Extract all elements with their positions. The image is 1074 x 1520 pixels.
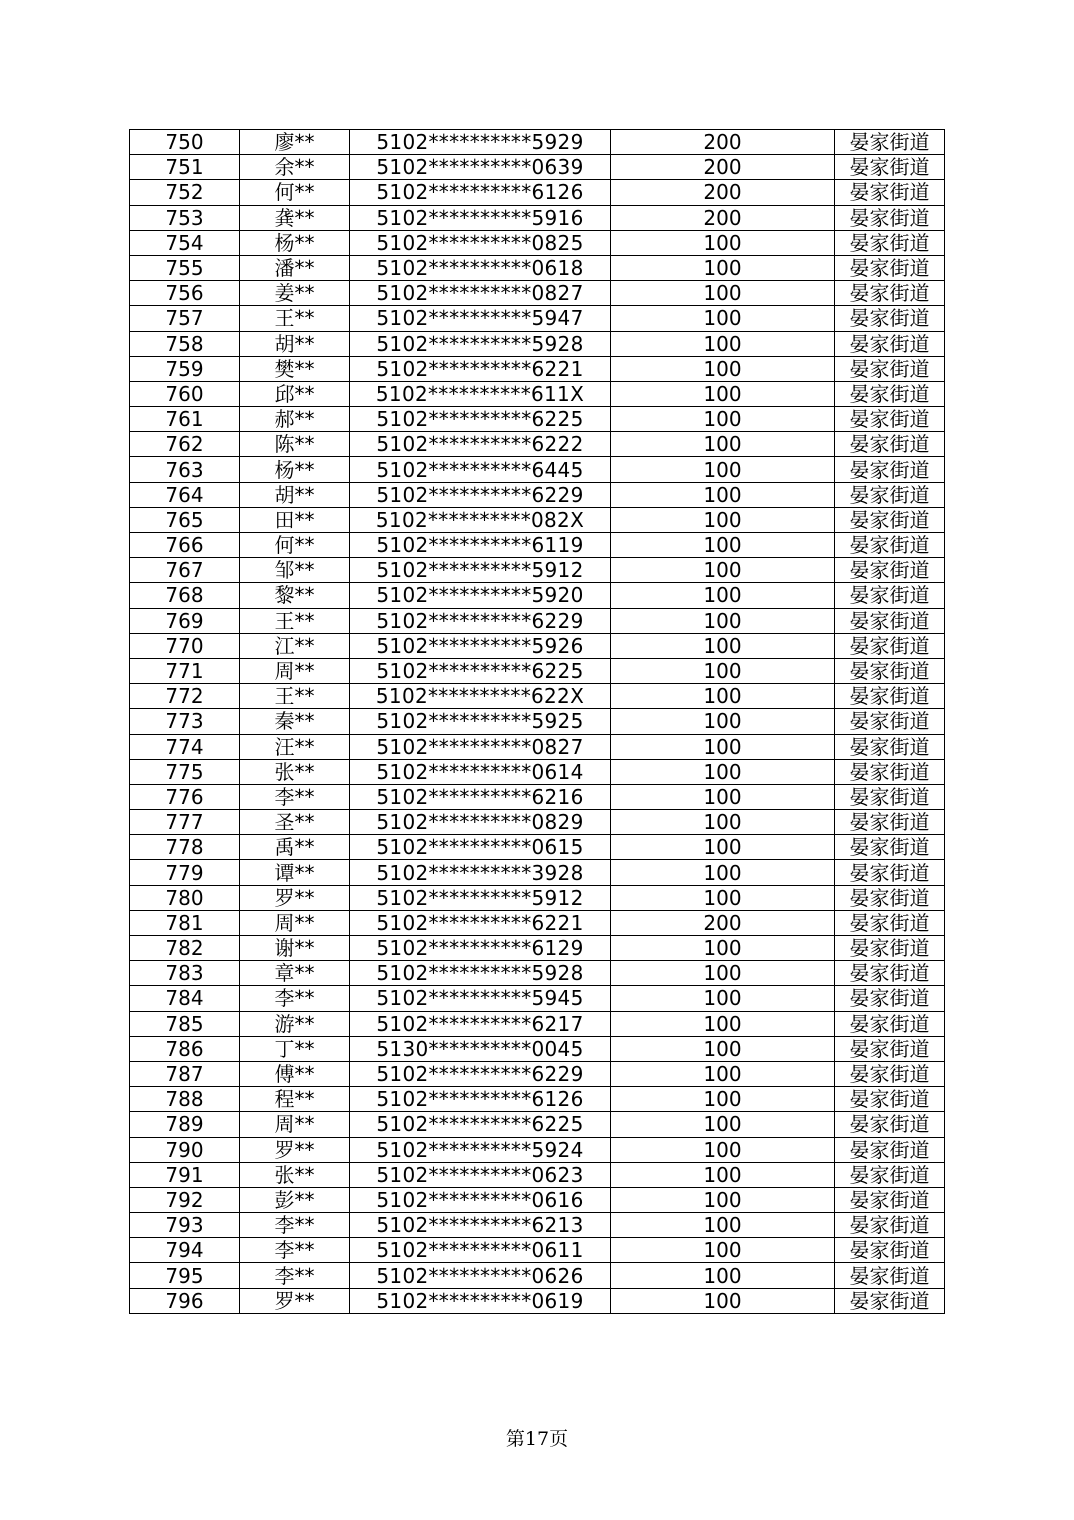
row-number-cell: 786 <box>130 1036 240 1061</box>
street-cell: 晏家街道 <box>835 306 945 331</box>
table-row <box>130 1137 945 1162</box>
table-row <box>130 533 945 558</box>
row-number-cell: 756 <box>130 281 240 306</box>
table-row <box>130 558 945 583</box>
table-row <box>130 1061 945 1086</box>
id-number-cell: 5102**********6221 <box>350 356 611 381</box>
id-number-cell: 5102**********6225 <box>350 658 611 683</box>
amount-cell: 100 <box>611 608 835 633</box>
row-number-cell: 769 <box>130 608 240 633</box>
id-number-cell: 5102**********0618 <box>350 255 611 280</box>
row-number-cell: 785 <box>130 1011 240 1036</box>
name-cell: 傅** <box>240 1061 350 1086</box>
amount-cell: 100 <box>611 407 835 432</box>
name-cell: 罗** <box>240 1288 350 1313</box>
row-number-cell: 794 <box>130 1238 240 1263</box>
name-cell: 罗** <box>240 885 350 910</box>
street-cell: 晏家街道 <box>835 533 945 558</box>
row-number-cell: 750 <box>130 130 240 155</box>
name-cell: 王** <box>240 306 350 331</box>
table-row <box>130 759 945 784</box>
id-number-cell: 5102**********5916 <box>350 205 611 230</box>
street-cell: 晏家街道 <box>835 130 945 155</box>
table-row <box>130 633 945 658</box>
table-body <box>130 130 945 1314</box>
street-cell: 晏家街道 <box>835 230 945 255</box>
amount-cell: 100 <box>611 1036 835 1061</box>
street-cell: 晏家街道 <box>835 482 945 507</box>
street-cell: 晏家街道 <box>835 1087 945 1112</box>
amount-cell: 100 <box>611 558 835 583</box>
id-number-cell: 5102**********0616 <box>350 1187 611 1212</box>
table-row <box>130 1087 945 1112</box>
row-number-cell: 755 <box>130 255 240 280</box>
table-row <box>130 734 945 759</box>
street-cell: 晏家街道 <box>835 1187 945 1212</box>
row-number-cell: 761 <box>130 407 240 432</box>
amount-cell: 100 <box>611 658 835 683</box>
amount-cell: 100 <box>611 1011 835 1036</box>
street-cell: 晏家街道 <box>835 835 945 860</box>
row-number-cell: 775 <box>130 759 240 784</box>
name-cell: 胡** <box>240 331 350 356</box>
id-number-cell: 5102**********6225 <box>350 407 611 432</box>
name-cell: 何** <box>240 180 350 205</box>
name-cell: 圣** <box>240 810 350 835</box>
table-row <box>130 1263 945 1288</box>
id-number-cell: 5102**********622X <box>350 684 611 709</box>
name-cell: 邹** <box>240 558 350 583</box>
row-number-cell: 759 <box>130 356 240 381</box>
table-row <box>130 885 945 910</box>
row-number-cell: 791 <box>130 1162 240 1187</box>
amount-cell: 200 <box>611 155 835 180</box>
street-cell: 晏家街道 <box>835 860 945 885</box>
street-cell: 晏家街道 <box>835 784 945 809</box>
name-cell: 游** <box>240 1011 350 1036</box>
table-row <box>130 281 945 306</box>
amount-cell: 100 <box>611 709 835 734</box>
row-number-cell: 758 <box>130 331 240 356</box>
name-cell: 程** <box>240 1087 350 1112</box>
amount-cell: 100 <box>611 533 835 558</box>
name-cell: 禹** <box>240 835 350 860</box>
row-number-cell: 768 <box>130 583 240 608</box>
name-cell: 廖** <box>240 130 350 155</box>
street-cell: 晏家街道 <box>835 961 945 986</box>
table-row <box>130 1288 945 1313</box>
street-cell: 晏家街道 <box>835 558 945 583</box>
row-number-cell: 788 <box>130 1087 240 1112</box>
table-row <box>130 507 945 532</box>
id-number-cell: 5102**********0623 <box>350 1162 611 1187</box>
name-cell: 王** <box>240 684 350 709</box>
row-number-cell: 752 <box>130 180 240 205</box>
table-row <box>130 457 945 482</box>
name-cell: 黎** <box>240 583 350 608</box>
street-cell: 晏家街道 <box>835 1213 945 1238</box>
street-cell: 晏家街道 <box>835 457 945 482</box>
street-cell: 晏家街道 <box>835 910 945 935</box>
row-number-cell: 796 <box>130 1288 240 1313</box>
row-number-cell: 770 <box>130 633 240 658</box>
page-number: 第17页 <box>505 1428 569 1450</box>
row-number-cell: 782 <box>130 936 240 961</box>
id-number-cell: 5102**********6216 <box>350 784 611 809</box>
row-number-cell: 787 <box>130 1061 240 1086</box>
id-number-cell: 5102**********082X <box>350 507 611 532</box>
amount-cell: 100 <box>611 432 835 457</box>
table-row <box>130 130 945 155</box>
amount-cell: 100 <box>611 986 835 1011</box>
street-cell: 晏家街道 <box>835 180 945 205</box>
id-number-cell: 5102**********6229 <box>350 608 611 633</box>
name-cell: 李** <box>240 784 350 809</box>
id-number-cell: 5102**********0619 <box>350 1288 611 1313</box>
street-cell: 晏家街道 <box>835 658 945 683</box>
id-number-cell: 5102**********5912 <box>350 558 611 583</box>
table-row <box>130 407 945 432</box>
street-cell: 晏家街道 <box>835 986 945 1011</box>
row-number-cell: 779 <box>130 860 240 885</box>
table-row <box>130 331 945 356</box>
amount-cell: 100 <box>611 1238 835 1263</box>
id-number-cell: 5102**********5912 <box>350 885 611 910</box>
amount-cell: 100 <box>611 810 835 835</box>
id-number-cell: 5102**********6229 <box>350 1061 611 1086</box>
row-number-cell: 773 <box>130 709 240 734</box>
id-number-cell: 5102**********5928 <box>350 961 611 986</box>
name-cell: 周** <box>240 910 350 935</box>
row-number-cell: 772 <box>130 684 240 709</box>
amount-cell: 100 <box>611 281 835 306</box>
table-row <box>130 356 945 381</box>
table-row <box>130 255 945 280</box>
street-cell: 晏家街道 <box>835 381 945 406</box>
row-number-cell: 783 <box>130 961 240 986</box>
table-row <box>130 784 945 809</box>
row-number-cell: 778 <box>130 835 240 860</box>
street-cell: 晏家街道 <box>835 1112 945 1137</box>
table-row <box>130 1011 945 1036</box>
amount-cell: 100 <box>611 961 835 986</box>
table-row <box>130 180 945 205</box>
id-number-cell: 5102**********5920 <box>350 583 611 608</box>
name-cell: 何** <box>240 533 350 558</box>
row-number-cell: 765 <box>130 507 240 532</box>
name-cell: 周** <box>240 1112 350 1137</box>
id-number-cell: 5102**********6229 <box>350 482 611 507</box>
table-row <box>130 910 945 935</box>
name-cell: 胡** <box>240 482 350 507</box>
name-cell: 谢** <box>240 936 350 961</box>
id-number-cell: 5102**********0626 <box>350 1263 611 1288</box>
table-row <box>130 205 945 230</box>
name-cell: 彭** <box>240 1187 350 1212</box>
id-number-cell: 5102**********0614 <box>350 759 611 784</box>
name-cell: 杨** <box>240 457 350 482</box>
table-row <box>130 608 945 633</box>
name-cell: 邱** <box>240 381 350 406</box>
name-cell: 杨** <box>240 230 350 255</box>
row-number-cell: 790 <box>130 1137 240 1162</box>
street-cell: 晏家街道 <box>835 885 945 910</box>
id-number-cell: 5102**********6126 <box>350 180 611 205</box>
table-row <box>130 432 945 457</box>
table-row <box>130 1238 945 1263</box>
table-row <box>130 155 945 180</box>
id-number-cell: 5102**********6217 <box>350 1011 611 1036</box>
street-cell: 晏家街道 <box>835 1011 945 1036</box>
name-cell: 潘** <box>240 255 350 280</box>
row-number-cell: 789 <box>130 1112 240 1137</box>
name-cell: 余** <box>240 155 350 180</box>
table-row <box>130 961 945 986</box>
street-cell: 晏家街道 <box>835 281 945 306</box>
id-number-cell: 5102**********5925 <box>350 709 611 734</box>
table-row <box>130 684 945 709</box>
name-cell: 江** <box>240 633 350 658</box>
name-cell: 丁** <box>240 1036 350 1061</box>
amount-cell: 100 <box>611 860 835 885</box>
table-row <box>130 860 945 885</box>
street-cell: 晏家街道 <box>835 255 945 280</box>
table-row <box>130 835 945 860</box>
name-cell: 张** <box>240 1162 350 1187</box>
row-number-cell: 754 <box>130 230 240 255</box>
name-cell: 姜** <box>240 281 350 306</box>
id-number-cell: 5102**********0611 <box>350 1238 611 1263</box>
street-cell: 晏家街道 <box>835 734 945 759</box>
name-cell: 王** <box>240 608 350 633</box>
id-number-cell: 5130**********0045 <box>350 1036 611 1061</box>
row-number-cell: 760 <box>130 381 240 406</box>
amount-cell: 100 <box>611 684 835 709</box>
amount-cell: 100 <box>611 1288 835 1313</box>
name-cell: 樊** <box>240 356 350 381</box>
street-cell: 晏家街道 <box>835 155 945 180</box>
street-cell: 晏家街道 <box>835 407 945 432</box>
row-number-cell: 792 <box>130 1187 240 1212</box>
name-cell: 李** <box>240 1213 350 1238</box>
street-cell: 晏家街道 <box>835 356 945 381</box>
id-number-cell: 5102**********0827 <box>350 281 611 306</box>
id-number-cell: 5102**********611X <box>350 381 611 406</box>
row-number-cell: 771 <box>130 658 240 683</box>
amount-cell: 100 <box>611 255 835 280</box>
amount-cell: 100 <box>611 482 835 507</box>
street-cell: 晏家街道 <box>835 608 945 633</box>
row-number-cell: 767 <box>130 558 240 583</box>
amount-cell: 100 <box>611 507 835 532</box>
name-cell: 汪** <box>240 734 350 759</box>
table-row <box>130 1213 945 1238</box>
name-cell: 章** <box>240 961 350 986</box>
street-cell: 晏家街道 <box>835 1288 945 1313</box>
row-number-cell: 753 <box>130 205 240 230</box>
row-number-cell: 777 <box>130 810 240 835</box>
table-row <box>130 936 945 961</box>
row-number-cell: 763 <box>130 457 240 482</box>
amount-cell: 100 <box>611 381 835 406</box>
street-cell: 晏家街道 <box>835 709 945 734</box>
amount-cell: 100 <box>611 885 835 910</box>
id-number-cell: 5102**********5929 <box>350 130 611 155</box>
row-number-cell: 795 <box>130 1263 240 1288</box>
id-number-cell: 5102**********6119 <box>350 533 611 558</box>
id-number-cell: 5102**********5926 <box>350 633 611 658</box>
table-row <box>130 1162 945 1187</box>
table-row <box>130 482 945 507</box>
street-cell: 晏家街道 <box>835 1137 945 1162</box>
name-cell: 谭** <box>240 860 350 885</box>
street-cell: 晏家街道 <box>835 432 945 457</box>
row-number-cell: 784 <box>130 986 240 1011</box>
id-number-cell: 5102**********6126 <box>350 1087 611 1112</box>
table-row <box>130 1036 945 1061</box>
id-number-cell: 5102**********6225 <box>350 1112 611 1137</box>
amount-cell: 100 <box>611 835 835 860</box>
name-cell: 李** <box>240 986 350 1011</box>
street-cell: 晏家街道 <box>835 759 945 784</box>
table-row <box>130 709 945 734</box>
name-cell: 田** <box>240 507 350 532</box>
street-cell: 晏家街道 <box>835 810 945 835</box>
row-number-cell: 764 <box>130 482 240 507</box>
id-number-cell: 5102**********0615 <box>350 835 611 860</box>
amount-cell: 100 <box>611 457 835 482</box>
row-number-cell: 781 <box>130 910 240 935</box>
amount-cell: 100 <box>611 1213 835 1238</box>
table-row <box>130 230 945 255</box>
amount-cell: 100 <box>611 230 835 255</box>
street-cell: 晏家街道 <box>835 1036 945 1061</box>
row-number-cell: 774 <box>130 734 240 759</box>
amount-cell: 100 <box>611 759 835 784</box>
name-cell: 郝** <box>240 407 350 432</box>
id-number-cell: 5102**********5945 <box>350 986 611 1011</box>
street-cell: 晏家街道 <box>835 507 945 532</box>
row-number-cell: 751 <box>130 155 240 180</box>
amount-cell: 100 <box>611 1187 835 1212</box>
table-row <box>130 658 945 683</box>
amount-cell: 100 <box>611 633 835 658</box>
street-cell: 晏家街道 <box>835 1061 945 1086</box>
street-cell: 晏家街道 <box>835 684 945 709</box>
amount-cell: 100 <box>611 1137 835 1162</box>
street-cell: 晏家街道 <box>835 1238 945 1263</box>
id-number-cell: 5102**********6213 <box>350 1213 611 1238</box>
name-cell: 秦** <box>240 709 350 734</box>
amount-cell: 100 <box>611 1112 835 1137</box>
row-number-cell: 757 <box>130 306 240 331</box>
amount-cell: 100 <box>611 1087 835 1112</box>
table-row <box>130 1187 945 1212</box>
amount-cell: 100 <box>611 1061 835 1086</box>
amount-cell: 100 <box>611 583 835 608</box>
amount-cell: 100 <box>611 331 835 356</box>
name-cell: 陈** <box>240 432 350 457</box>
amount-cell: 200 <box>611 910 835 935</box>
street-cell: 晏家街道 <box>835 1162 945 1187</box>
amount-cell: 100 <box>611 1162 835 1187</box>
id-number-cell: 5102**********6445 <box>350 457 611 482</box>
id-number-cell: 5102**********0825 <box>350 230 611 255</box>
table-row <box>130 306 945 331</box>
id-number-cell: 5102**********5924 <box>350 1137 611 1162</box>
id-number-cell: 5102**********6129 <box>350 936 611 961</box>
amount-cell: 100 <box>611 784 835 809</box>
amount-cell: 200 <box>611 180 835 205</box>
name-cell: 张** <box>240 759 350 784</box>
amount-cell: 100 <box>611 306 835 331</box>
table-row <box>130 381 945 406</box>
amount-cell: 100 <box>611 1263 835 1288</box>
street-cell: 晏家街道 <box>835 936 945 961</box>
id-number-cell: 5102**********3928 <box>350 860 611 885</box>
id-number-cell: 5102**********0639 <box>350 155 611 180</box>
name-cell: 罗** <box>240 1137 350 1162</box>
table-row <box>130 986 945 1011</box>
table-row <box>130 1112 945 1137</box>
row-number-cell: 776 <box>130 784 240 809</box>
row-number-cell: 766 <box>130 533 240 558</box>
street-cell: 晏家街道 <box>835 1263 945 1288</box>
amount-cell: 100 <box>611 734 835 759</box>
street-cell: 晏家街道 <box>835 633 945 658</box>
row-number-cell: 793 <box>130 1213 240 1238</box>
id-number-cell: 5102**********5947 <box>350 306 611 331</box>
amount-cell: 100 <box>611 356 835 381</box>
id-number-cell: 5102**********6222 <box>350 432 611 457</box>
id-number-cell: 5102**********0827 <box>350 734 611 759</box>
amount-cell: 100 <box>611 936 835 961</box>
data-table <box>129 129 945 1314</box>
id-number-cell: 5102**********6221 <box>350 910 611 935</box>
name-cell: 周** <box>240 658 350 683</box>
row-number-cell: 780 <box>130 885 240 910</box>
row-number-cell: 762 <box>130 432 240 457</box>
id-number-cell: 5102**********5928 <box>350 331 611 356</box>
street-cell: 晏家街道 <box>835 583 945 608</box>
id-number-cell: 5102**********0829 <box>350 810 611 835</box>
name-cell: 李** <box>240 1263 350 1288</box>
amount-cell: 200 <box>611 205 835 230</box>
table-row <box>130 810 945 835</box>
amount-cell: 200 <box>611 130 835 155</box>
street-cell: 晏家街道 <box>835 331 945 356</box>
name-cell: 李** <box>240 1238 350 1263</box>
street-cell: 晏家街道 <box>835 205 945 230</box>
table-row <box>130 583 945 608</box>
name-cell: 龚** <box>240 205 350 230</box>
